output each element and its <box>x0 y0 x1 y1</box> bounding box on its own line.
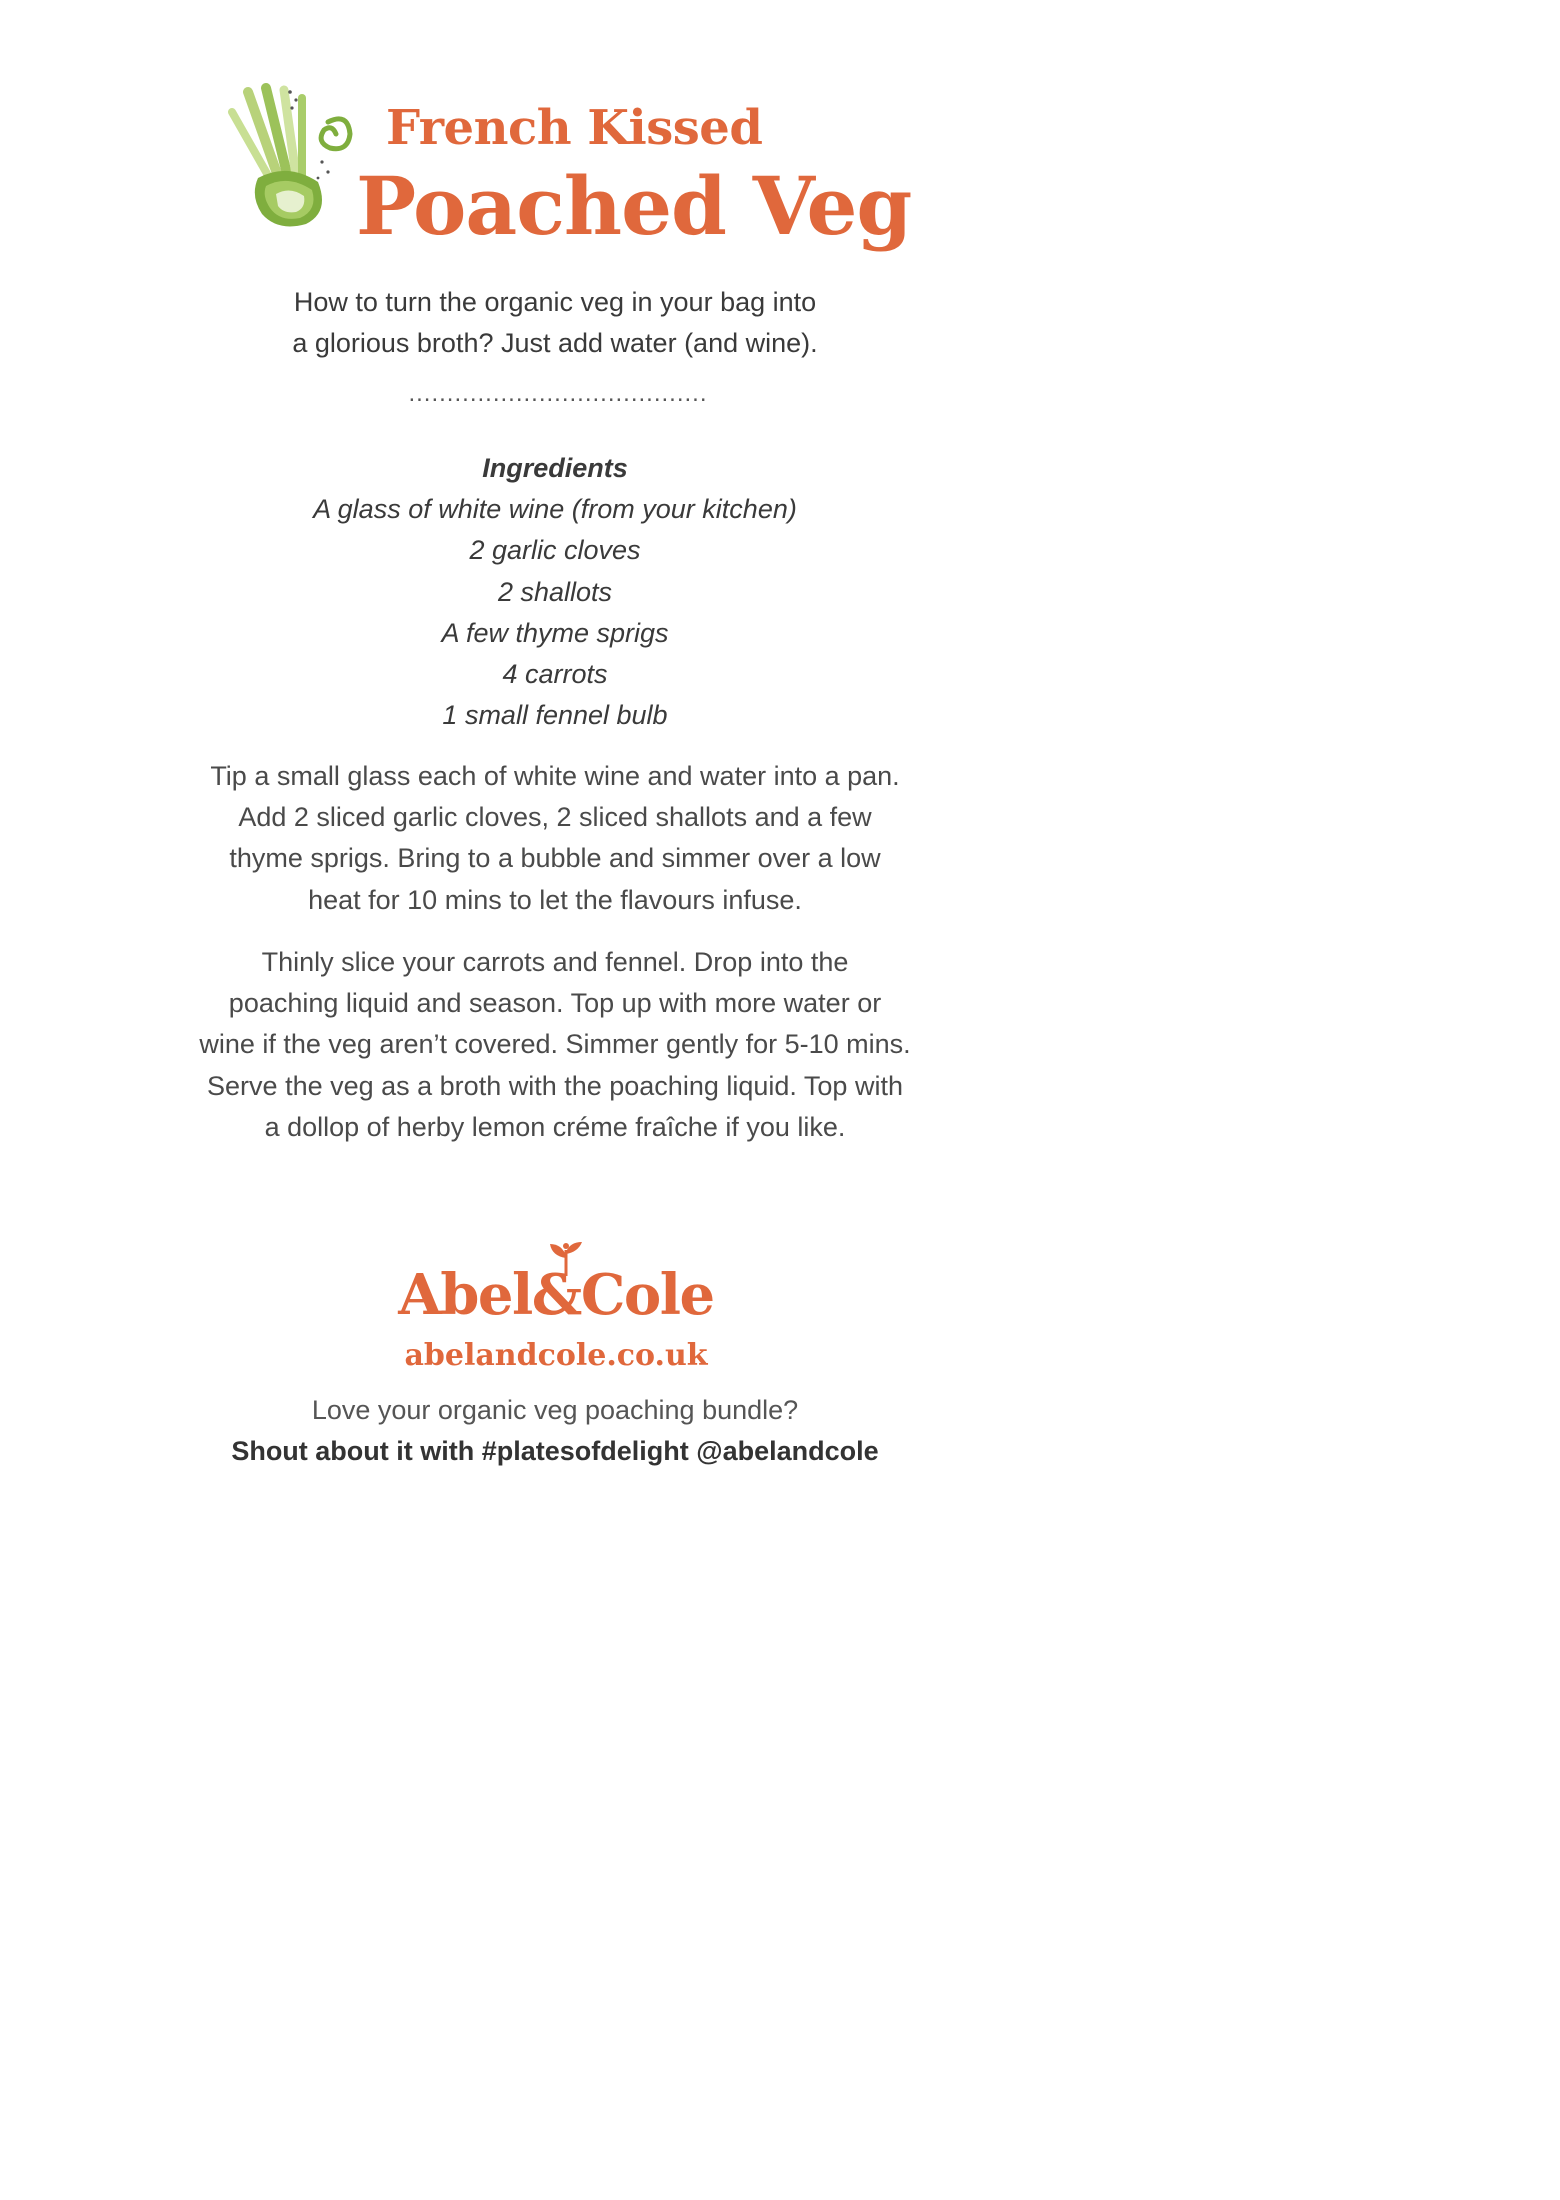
footer-line-2: Shout about it with #platesofdelight @abelandcole <box>231 1436 879 1466</box>
ingredient-item: A few thyme sprigs <box>441 617 669 648</box>
method-paragraph-1 <box>130 756 980 921</box>
method-line: Tip a small glass each of white wine and water into a pan. <box>210 761 900 791</box>
method-line: wine if the veg aren’t covered. Simmer gently for 5-10 mins. <box>199 1029 911 1060</box>
ingredient-item: A glass of white wine (from your kitchen) <box>313 494 797 525</box>
method-paragraph-2 <box>130 942 980 1148</box>
ingredient-item: 1 small fennel bulb <box>442 700 668 731</box>
intro-line: How to turn the organic veg in your bag into <box>293 287 817 317</box>
intro-text <box>150 282 960 364</box>
ingredients-heading: Ingredients <box>482 453 628 483</box>
brand-logo <box>356 1240 756 1340</box>
method-line: heat for 10 mins to let the flavours infuse. <box>308 884 802 915</box>
website-link[interactable]: abelandcole.co.uk <box>404 1338 708 1373</box>
ingredient-item: 2 garlic cloves <box>469 535 641 566</box>
ingredient-item: 4 carrots <box>502 659 608 690</box>
title-small: French Kissed <box>386 100 763 156</box>
page-title: Poached Veg <box>356 159 912 253</box>
footer-line-1: Love your organic veg poaching bundle? <box>311 1395 799 1425</box>
method-line: Add 2 sliced garlic cloves, 2 sliced shallots and a few <box>238 802 872 833</box>
ingredient-item: 2 shallots <box>497 576 613 607</box>
method-line: thyme sprigs. Bring to a bubble and simmer over a low <box>229 843 881 874</box>
method-line: a dollop of herby lemon créme fraîche if you like. <box>264 1111 846 1142</box>
brand-name: Abel&Cole <box>398 1262 714 1328</box>
dotted-divider: ....................................... <box>408 380 708 407</box>
intro-line: a glorious broth? Just add water (and wine). <box>292 328 818 358</box>
method-line: Serve the veg as a broth with the poaching liquid. Top with <box>207 1070 903 1101</box>
method-line: poaching liquid and season. Top up with more water or <box>228 988 882 1019</box>
method-line: Thinly slice your carrots and fennel. Drop into the <box>261 947 849 977</box>
ingredients-list <box>150 448 960 736</box>
fennel-icon <box>218 82 358 232</box>
